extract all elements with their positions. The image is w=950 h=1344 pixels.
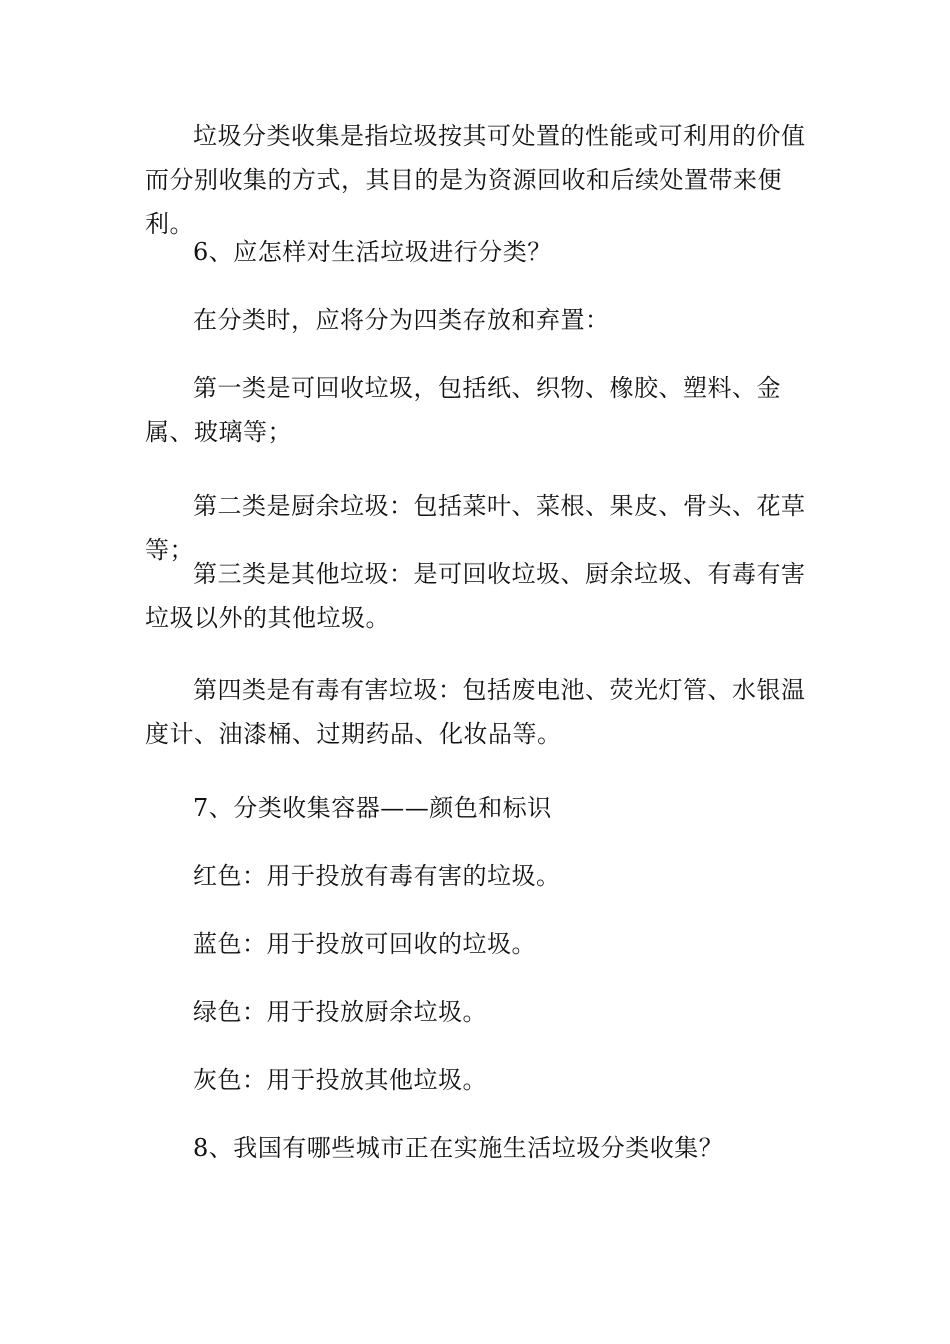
paragraph-gray: 灰色：用于投放其他垃圾。 bbox=[193, 1066, 487, 1094]
paragraph-red: 红色：用于投放有毒有害的垃圾。 bbox=[193, 862, 561, 890]
paragraph-blue: 蓝色：用于投放可回收的垃圾。 bbox=[193, 930, 536, 958]
heading-question-7: 7、分类收集容器——颜色和标识 bbox=[193, 794, 552, 822]
paragraph-definition: 垃圾分类收集是指垃圾按其可处置的性能或可利用的价值而分别收集的方式，其目的是为资源回收和后续处置带来便利。 bbox=[145, 122, 806, 238]
paragraph-type-3: 第三类是其他垃圾：是可回收垃圾、厨余垃圾、有毒有害垃圾以外的其他垃圾。 bbox=[145, 560, 806, 632]
paragraph-green: 绿色：用于投放厨余垃圾。 bbox=[193, 998, 487, 1026]
paragraph-type-2: 第二类是厨余垃圾：包括菜叶、菜根、果皮、骨头、花草等； bbox=[145, 492, 806, 564]
heading-question-6: 6、应怎样对生活垃圾进行分类？ bbox=[193, 238, 552, 266]
paragraph-type-1: 第一类是可回收垃圾，包括纸、织物、橡胶、塑料、金属、玻璃等； bbox=[145, 374, 781, 446]
paragraph-intro-four-types: 在分类时，应将分为四类存放和弃置： bbox=[193, 306, 610, 334]
heading-question-8: 8、我国有哪些城市正在实施生活垃圾分类收集？ bbox=[193, 1134, 724, 1162]
paragraph-type-4: 第四类是有毒有害垃圾：包括废电池、荧光灯管、水银温度计、油漆桶、过期药品、化妆品等。 bbox=[145, 676, 806, 748]
